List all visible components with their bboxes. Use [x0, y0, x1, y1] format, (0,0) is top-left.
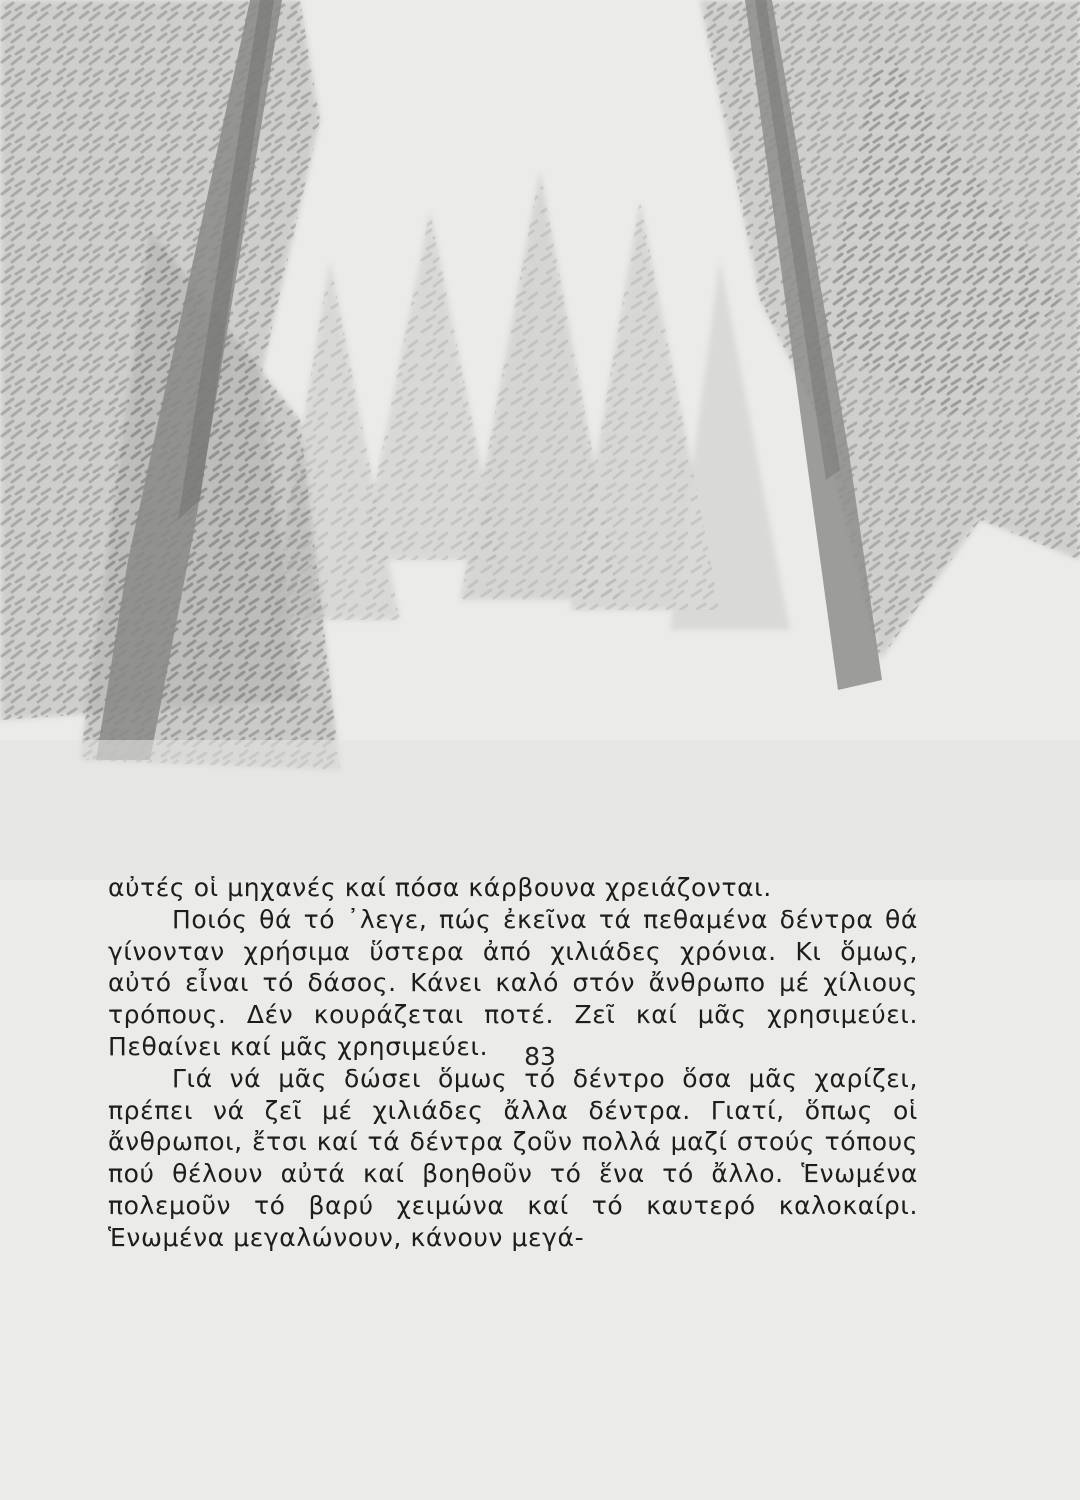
paragraph-2: Ποιός θά τό ᾽λεγε, πώς ἐκεῖνα τά πεθαμένα δέντρα θά γίνονταν χρήσιμα ὕστερα ἀπό χιλιάδες χρόνια. Κι ὅμως, αὐτό εἶναι τό δάσος. Κάνει καλό στόν ἄνθρωπο μέ χίλιους τρόπους. Δέν κουράζεται ποτέ. Ζεῖ καί μᾶς χρησιμεύει. Πεθαίνει καί μᾶς χρησιμεύει.	[108, 904, 918, 1061]
page-number: 83	[524, 1042, 556, 1071]
paragraph-1: αὐτές οἱ μηχανές καί πόσα κάρβουνα χρειάζονται.	[108, 873, 772, 902]
paragraph-3: Γιά νά μᾶς δώσει ὅμως τό δέντρο ὅσα μᾶς χαρίζει, πρέπει νά ζεῖ μέ χιλιάδες ἄλλα δέντρα. Γιατί, ὅπως οἱ ἄνθρωποι, ἔτσι καί τά δέντρα ζοῦν πολλά μαζί στούς τόπους πού θέλουν αὐτά καί βοηθοῦν τό ἕνα τό ἄλλο. Ἑνωμένα πολεμοῦν τό βαρύ χειμώνα καί τό καυτερό καλοκαίρι. Ἑνωμένα μεγαλώνουν, κάνουν μεγά-	[108, 1063, 918, 1252]
